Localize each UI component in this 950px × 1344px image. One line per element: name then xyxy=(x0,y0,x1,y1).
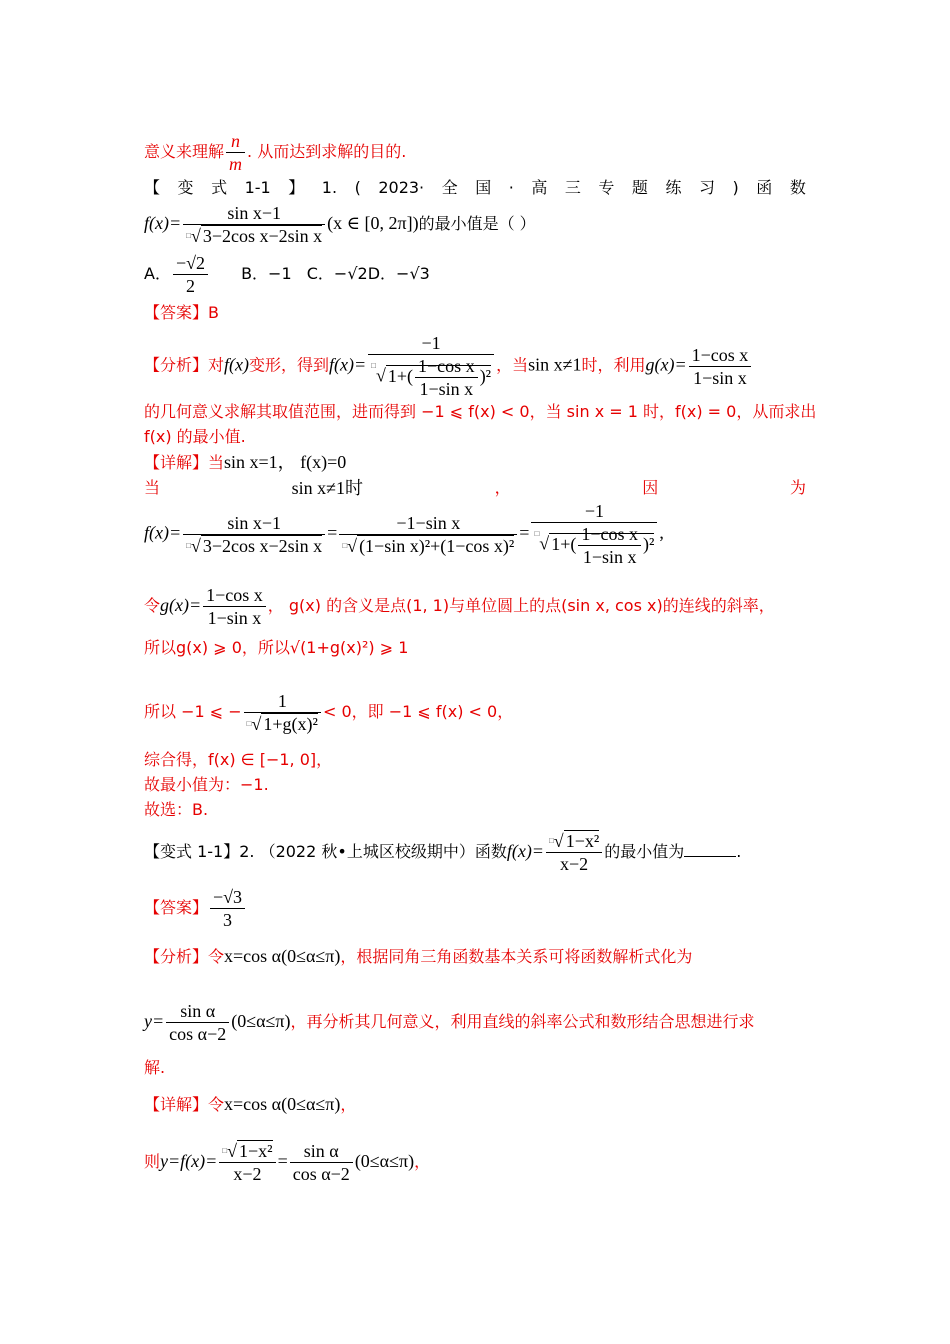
fraction-denominator: cos α−2 xyxy=(292,1164,350,1184)
detail-token: sin x≠1时 xyxy=(291,478,364,498)
analysis-math: x=cos α(0≤α≤π) xyxy=(224,946,341,966)
domain: (0≤α≤π) xyxy=(231,1011,291,1031)
analysis-label: 【分析】令 xyxy=(144,947,225,966)
analysis-text: 时，利用 xyxy=(581,355,646,375)
fx: f(x)= xyxy=(506,841,544,861)
option-b: B．−1 xyxy=(241,264,292,283)
header-token: 1. xyxy=(321,178,338,197)
detail-label: 【详解】令 xyxy=(144,1095,225,1114)
fraction-numerator: n xyxy=(226,130,245,153)
header-token: 全 xyxy=(441,178,458,197)
condition: sin x≠1 xyxy=(528,354,582,375)
header-token: 习 xyxy=(698,178,715,197)
analysis-label: 【分析】对 xyxy=(144,355,225,375)
root-placeholder-icon: □ xyxy=(371,361,376,370)
q1-fraction: $\frac{\text{sin x−1}}{^□√ 3-2\cos x-2\sin x}$ xyxy=(183,202,325,247)
header-token: 高 xyxy=(531,178,548,197)
q1-options xyxy=(144,252,806,297)
q1-header xyxy=(144,176,806,200)
fraction-numerator: −1−sin x xyxy=(339,512,517,535)
fraction-numerator: −1 xyxy=(531,500,657,523)
fraction-denominator: 3 xyxy=(223,910,233,930)
fx: f(x) xyxy=(224,354,249,375)
option-c: C．−√2 xyxy=(306,264,368,283)
fraction-denominator: 3−2cos x−2sin x xyxy=(202,226,323,246)
header-token: ) xyxy=(732,178,739,197)
detail-fraction-2 xyxy=(290,1140,353,1185)
q2-header xyxy=(144,830,806,875)
q1-function xyxy=(144,202,806,247)
gx: g(x)= xyxy=(160,595,202,615)
header-token: 式 xyxy=(211,178,228,197)
answer-label: 【答案】 xyxy=(144,898,209,917)
detail-text: ， xyxy=(414,1152,431,1171)
fx: f(x)= xyxy=(144,522,182,543)
root-placeholder-icon: □ xyxy=(534,529,540,538)
fx: f(x)= xyxy=(329,354,367,375)
inner-denominator: 1−sin x xyxy=(582,547,637,567)
fraction-denominator: 1−sin x xyxy=(207,608,262,628)
header-token: 题 xyxy=(631,178,648,197)
gx: g(x)= xyxy=(645,354,687,375)
fraction-numerator: 1 xyxy=(244,690,321,713)
q1-detail-line1 xyxy=(144,450,806,475)
fraction-denominator: cos α−2 xyxy=(169,1024,227,1044)
detail-fraction-3: −1 □√ 1+( $\frac{\text{1−cos x}}{\text{1−sin x}}$ )² xyxy=(531,500,657,568)
intro-line xyxy=(144,130,806,175)
fraction-numerator: sin x−1 xyxy=(183,512,325,535)
root-prefix: 1+( xyxy=(387,365,414,386)
inner-numerator: 1−cos x xyxy=(578,523,641,546)
n-over-m-fraction xyxy=(226,130,245,175)
detail-token: 因 xyxy=(642,478,659,497)
root-placeholder-icon: □ xyxy=(186,540,191,550)
detail-token: ， xyxy=(494,478,511,497)
q1-detail-line7: 综合得，f(x) ∈ [−1, 0]， xyxy=(144,750,333,769)
detail-text: 所以 −1 ⩽ − xyxy=(144,702,242,721)
q1-detail-line3: f(x)= $\frac{\text{sin x−1}}{^□√ 3-2\cos x-2\sin x}$ = $\frac{\text{−1−sin x}}{^□√ (1-\sin x)^2+(1-\cos x)^2}$ = −1 □√ 1+( $\frac{\text{1−cos x}}{\text{1−sin x}}$ )² , xyxy=(144,501,664,567)
fraction-numerator: 1−cos x xyxy=(203,584,266,607)
analysis-text: ，再分析其几何意义，利用直线的斜率公式和数形结合思想进行求 xyxy=(290,1012,755,1031)
domain: (x ∈ [0, 2π]) xyxy=(327,213,419,233)
root-suffix: )² xyxy=(479,365,492,386)
domain: (0≤α≤π) xyxy=(354,1151,415,1171)
fraction-numerator: sin x−1 xyxy=(183,202,325,225)
q2-tail-end: . xyxy=(736,842,742,861)
q1-detail-line8: 故最小值为：−1. xyxy=(144,775,269,794)
header-token: 国 xyxy=(475,178,492,197)
detail-token: 为 xyxy=(789,478,806,497)
detail-fraction-1: $\frac{^□√ 1-x^2}{x-2}$ xyxy=(219,1140,275,1185)
detail-fraction: $\frac{1}{^□√ 1+g(x)^2}$ xyxy=(244,690,321,735)
header-token: 【 xyxy=(144,178,161,197)
root-suffix: )² xyxy=(643,533,655,554)
fraction-numerator: sin α xyxy=(290,1140,353,1163)
fraction-denominator: 2 xyxy=(185,276,195,296)
detail-text: 则 xyxy=(144,1152,161,1171)
detail-fraction-1: $\frac{\text{sin x−1}}{^□√ 3-2\cos x-2\sin x}$ xyxy=(183,512,325,557)
detail-fraction-2: $\frac{\text{−1−sin x}}{^□√ (1-\sin x)^2+(1-\cos x)^2}$ xyxy=(339,512,517,557)
q1-detail-line2 xyxy=(144,476,806,500)
fraction-denominator: 1−sin x xyxy=(693,367,747,388)
fraction-numerator: −1 xyxy=(368,332,494,355)
q1-detail-line9: 故选：B. xyxy=(144,800,209,819)
fraction-numerator: −√3 xyxy=(210,886,245,909)
analysis-text: 变形，得到 xyxy=(249,355,330,375)
header-token: 变 xyxy=(177,178,194,197)
header-token: 函 xyxy=(756,178,773,197)
fraction-denominator: x−2 xyxy=(233,1164,262,1184)
header-token: 2023· xyxy=(378,178,425,197)
q1-analysis-line3: f(x) 的最小值. xyxy=(144,427,246,446)
fraction-numerator: 1−x² xyxy=(239,1141,273,1161)
q2-answer-fraction xyxy=(210,886,245,931)
root-placeholder-icon: □ xyxy=(246,719,252,728)
q1-detail-line6 xyxy=(144,690,806,735)
q2-analysis-line1 xyxy=(144,944,806,969)
fraction-denominator: x−2 xyxy=(560,854,589,874)
fraction-denominator: 1+g(x)² xyxy=(263,714,318,734)
detail-text: 令 xyxy=(144,596,161,615)
detail-math: sin x=1， f(x)=0 xyxy=(224,452,347,472)
root-placeholder-icon: □ xyxy=(548,836,554,845)
fraction-numerator: 1−cos x xyxy=(689,344,752,367)
detail-label: 【详解】当 xyxy=(144,453,225,472)
detail-text: ， xyxy=(340,1095,357,1114)
q2-detail-line2: 则y=f(x)= $\frac{^□√ 1-x^2}{x-2}$ = $\frac{\text{sin α}}{\text{cos α−2}}$ (0≤α≤π)， xyxy=(144,1141,431,1184)
q1-detail-line5: 所以g(x) ⩾ 0，所以√(1+g(x)²) ⩾ 1 xyxy=(144,638,409,657)
header-token: 专 xyxy=(598,178,615,197)
fraction-denominator: 3−2cos x−2sin x xyxy=(202,535,323,556)
g-fraction xyxy=(203,584,266,629)
y-eq: y= xyxy=(144,1011,165,1031)
q2-analysis-line2 xyxy=(144,1000,806,1045)
header-token: ( xyxy=(354,178,361,197)
root-placeholder-icon: □ xyxy=(186,231,191,240)
q2-detail-line1 xyxy=(144,1092,806,1117)
q1-detail-line4 xyxy=(144,584,806,629)
root-placeholder-icon: □ xyxy=(222,1146,228,1155)
analysis-fraction: −1 □√ 1+( $\frac{\text{1−cos x}}{\text{1−sin x}}$ )² xyxy=(368,332,494,400)
q2-answer xyxy=(144,886,806,931)
root-placeholder-icon: □ xyxy=(342,540,348,550)
header-token: 三 xyxy=(564,178,581,197)
analysis-fraction xyxy=(166,1000,229,1045)
intro-tail: . 从而达到求解的目的. xyxy=(247,142,407,161)
option-d: D．−√3 xyxy=(367,264,430,283)
fraction-denominator: (1−sin x)²+(1−cos x)² xyxy=(359,535,515,556)
answer-blank[interactable] xyxy=(684,856,736,857)
detail-math: x=cos α(0≤α≤π) xyxy=(224,1094,341,1114)
fraction-denominator: m xyxy=(229,154,243,174)
option-a-fraction xyxy=(173,252,208,297)
question-tail: 的最小值是（ ） xyxy=(418,214,536,233)
header-token: 】 xyxy=(288,178,305,197)
q2-analysis-line3: 解. xyxy=(144,1058,166,1077)
q2-header-text: 【变式 1-1】2. （2022 秋•上城区校级期中）函数 xyxy=(144,842,507,861)
intro-text: 意义来理解 xyxy=(144,142,225,161)
fraction-numerator: 1−x² xyxy=(565,831,600,851)
detail-text: ， g(x) 的含义是点(1, 1)与单位圆上的点(sin x, cos x)的连线的斜率， xyxy=(267,596,775,615)
detail-text: < 0，即 −1 ⩽ f(x) < 0， xyxy=(322,702,514,721)
y-eq: y=f(x)= xyxy=(160,1151,218,1171)
function-name: f(x)= xyxy=(144,213,182,233)
inner-numerator: 1−cos x xyxy=(415,355,478,378)
q1-analysis-line1 xyxy=(144,332,806,400)
option-a-label: A． xyxy=(144,264,171,283)
detail-token: 当 xyxy=(144,478,161,497)
header-token: 练 xyxy=(665,178,682,197)
q2-tail: 的最小值为 xyxy=(604,842,685,861)
g-fraction xyxy=(689,344,752,389)
analysis-text: ，根据同角三角函数基本关系可将函数解析式化为 xyxy=(340,947,693,966)
analysis-text: ，当 xyxy=(496,355,529,375)
q1-analysis-line2: 的几何意义求解其取值范围，进而得到 −1 ⩽ f(x) < 0，当 sin x = 1 时，f(x) = 0，从而求出 xyxy=(144,402,817,421)
q1-answer: 【答案】B xyxy=(144,303,219,322)
header-token: 1-1 xyxy=(244,178,271,197)
root-prefix: 1+( xyxy=(551,533,577,554)
inner-denominator: 1−sin x xyxy=(419,379,474,399)
header-token: · xyxy=(508,178,514,197)
header-token: 数 xyxy=(789,178,806,197)
q2-fraction: $\frac{^□√ 1-x^2}{x-2}$ xyxy=(546,830,602,875)
fraction-numerator: sin α xyxy=(166,1000,229,1023)
fraction-numerator: −√2 xyxy=(173,252,208,275)
